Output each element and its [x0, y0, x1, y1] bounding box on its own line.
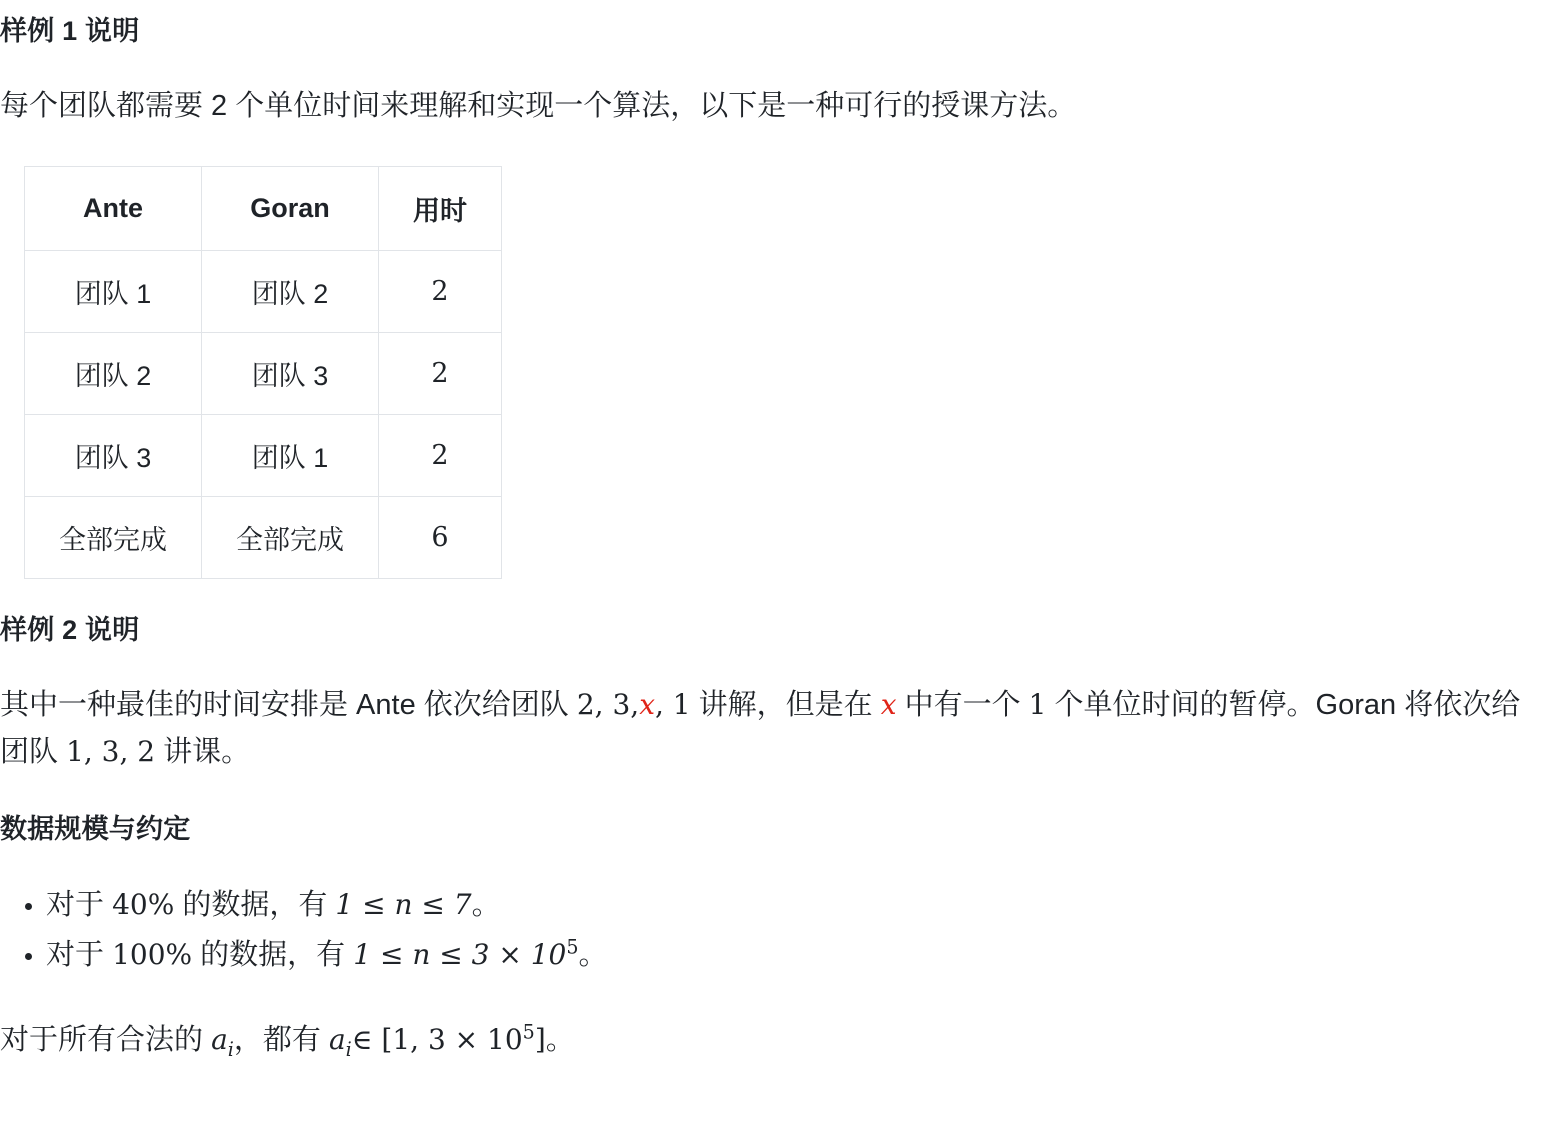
cell-goran: 全部完成: [202, 497, 379, 579]
constraint-1-percent: 40%: [112, 888, 175, 922]
table-row: [25, 497, 502, 579]
cell-ante: 团队 2: [25, 333, 202, 415]
sample2-heading: 样例 2 说明: [0, 615, 140, 646]
constraint-2-middle: 的数据，有: [192, 939, 354, 972]
constraint-1-suffix: 。: [471, 889, 501, 922]
final-suffix: 。: [545, 1023, 575, 1056]
table-row: [25, 251, 502, 333]
sample1-description: 每个团队都需要 2 个单位时间来理解和实现一个算法，以下是一种可行的授课方法。: [0, 90, 1077, 123]
table-header-goran: Goran: [202, 167, 379, 251]
final-variable-a-2: a: [328, 1022, 346, 1056]
final-formula: ∈ [1, 3 × 10: [351, 1022, 523, 1056]
constraint-1-prefix: 对于: [46, 889, 113, 922]
cell-goran: 团队 2: [202, 251, 379, 333]
cell-goran: 团队 3: [202, 333, 379, 415]
sample2-text-4: 个单位时间的暂停。Goran 将依次给团队: [0, 689, 1521, 769]
final-close-bracket: ]: [534, 1022, 546, 1056]
cell-ante: 全部完成: [25, 497, 202, 579]
table-header-row: [25, 167, 502, 251]
table-header-time: 用时: [379, 167, 502, 251]
constraint-2-exponent: 5: [566, 935, 579, 959]
constraint-1-formula: 1 ≤ n ≤ 7: [335, 888, 472, 922]
sample2-text-3: 中有一个: [896, 689, 1029, 722]
sample1-heading: 样例 1 说明: [0, 16, 140, 46]
cell-time: 2: [379, 251, 502, 333]
table-header-ante: Ante: [25, 167, 202, 251]
cell-time: 2: [379, 333, 502, 415]
sample2-text-2: 讲解，但是在: [690, 689, 881, 722]
list-item: [46, 931, 1547, 981]
sample1-table: [24, 166, 502, 579]
final-middle: ，都有: [233, 1023, 329, 1056]
constraint-2-suffix: 。: [578, 939, 608, 972]
sample2-value-one: 1: [1028, 688, 1047, 722]
sample2-text-5: 讲课。: [155, 736, 251, 769]
cell-ante: 团队 3: [25, 415, 202, 497]
constraint-2-formula: 1 ≤ n ≤ 3 × 10: [353, 938, 567, 972]
constraint-2-prefix: 对于: [46, 939, 113, 972]
final-variable-subscript: i: [227, 1037, 234, 1061]
constraints-heading: 数据规模与约定: [0, 814, 191, 845]
cell-goran: 团队 1: [202, 415, 379, 497]
cell-time: 2: [379, 415, 502, 497]
table-row: [25, 333, 502, 415]
sample2-text-1: 其中一种最佳的时间安排是 Ante 依次给团队: [0, 689, 577, 722]
cell-ante: 团队 1: [25, 251, 202, 333]
final-exponent: 5: [522, 1020, 535, 1044]
final-prefix: 对于所有合法的: [0, 1023, 212, 1056]
list-item: [46, 881, 1547, 931]
sample2-variable-x-second: x: [880, 688, 897, 722]
table-row: [25, 415, 502, 497]
sample2-sequence-1: 2, 3,: [576, 688, 640, 722]
sample2-sequence-1b: , 1: [654, 688, 691, 722]
sample2-sequence-2: 1, 3, 2: [66, 735, 156, 769]
cell-time: 6: [379, 497, 502, 579]
constraints-final-note: [0, 1017, 1547, 1064]
final-variable-a: a: [211, 1022, 228, 1056]
constraints-list: [0, 881, 1547, 981]
final-variable-subscript-2: i: [345, 1037, 352, 1061]
sample2-description: [0, 682, 1547, 776]
constraint-2-percent: 100%: [112, 938, 193, 972]
sample2-variable-x-first: x: [639, 688, 655, 722]
constraint-1-middle: 的数据，有: [174, 889, 336, 922]
